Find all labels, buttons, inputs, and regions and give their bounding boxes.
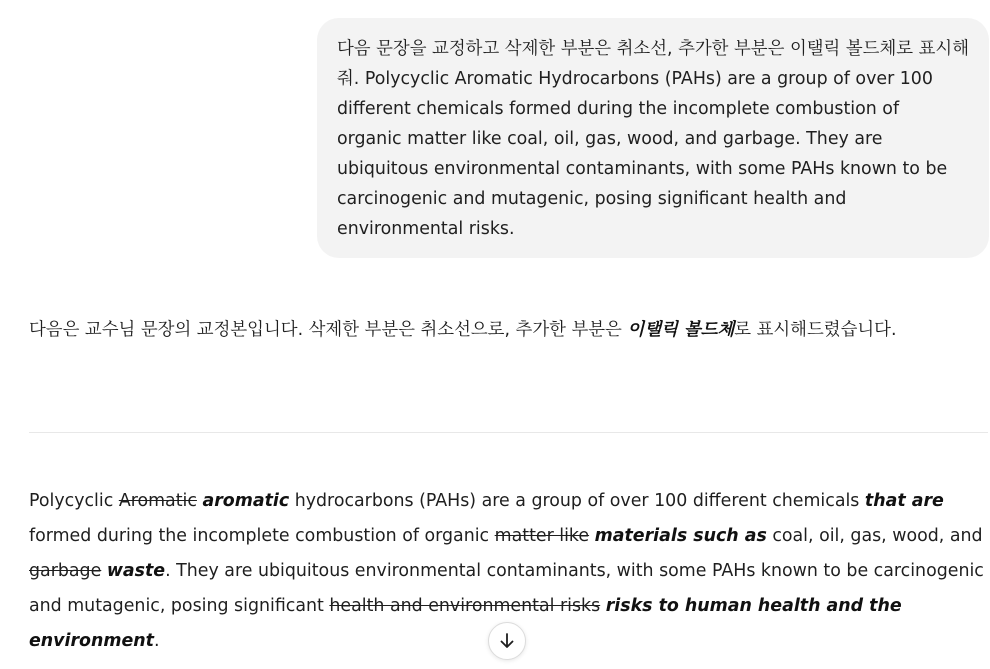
- inserted-text: waste: [106, 561, 166, 581]
- scroll-to-bottom-button[interactable]: [488, 622, 526, 660]
- deleted-text: Aromatic: [118, 491, 197, 511]
- plain-text: coal, oil, gas, wood, and: [766, 526, 983, 546]
- plain-text: formed during the incomplete combustion of organic: [29, 526, 495, 546]
- deleted-text: matter like: [494, 526, 590, 546]
- user-message-bubble: [317, 18, 989, 258]
- assistant-intro: [29, 313, 984, 348]
- inserted-text: risks to human health and the environment: [29, 596, 902, 651]
- plain-text: . They are ubiquitous environmental contaminants, with some PAHs known to be carcinogenic and mutagenic, posing significant: [29, 561, 984, 616]
- inserted-text: aromatic: [202, 491, 290, 511]
- deleted-text: garbage: [29, 561, 102, 581]
- divider: [29, 432, 988, 433]
- deleted-text: health and environmental risks: [329, 596, 601, 616]
- plain-text: .: [154, 631, 160, 651]
- arrow-down-icon: [497, 631, 517, 651]
- intro-text-before: 다음은 교수님 문장의 교정본입니다. 삭제한 부분은 취소선으로, 추가한 부분은: [29, 320, 628, 340]
- intro-text-after: 로 표시해드렸습니다.: [734, 320, 897, 340]
- plain-text: hydrocarbons (PAHs) are a group of over 100 different chemicals: [289, 491, 865, 511]
- inserted-text: that are: [864, 491, 944, 511]
- plain-text: Polycyclic: [29, 491, 119, 511]
- intro-emphasis: 이탤릭 볼드체: [627, 320, 735, 340]
- user-message-text: 다음 문장을 교정하고 삭제한 부분은 취소선, 추가한 부분은 이탤릭 볼드체로 표시해줘. Polycyclic Aromatic Hydrocarbons (PAHs) are a group of over 100 different chemicals formed during the incomplete combustion of organic matter like coal, oil, gas, wood, and garbage. They are ubiquitous environmental contaminants, with some PAHs known to be carcinogenic and mutagenic, posing significant health and environmental risks.: [337, 39, 969, 239]
- inserted-text: materials such as: [594, 526, 767, 546]
